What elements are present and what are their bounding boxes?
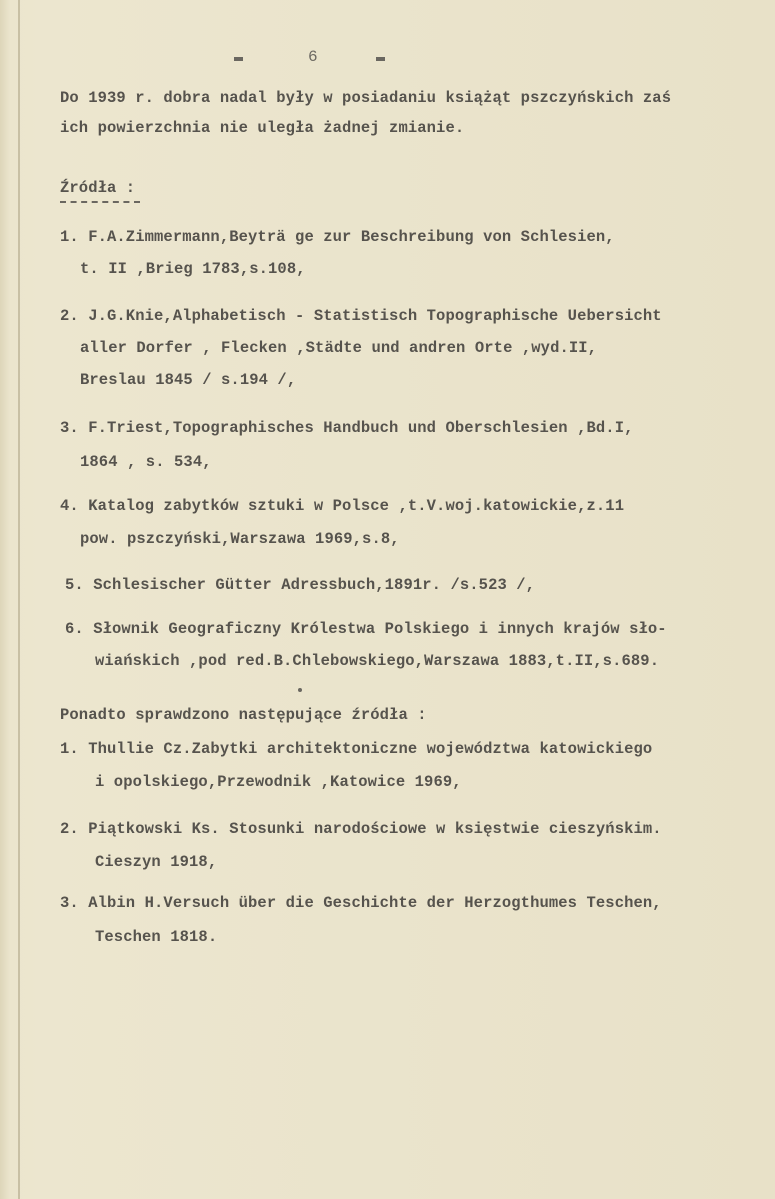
additional-2-line-1: 2. Piątkowski Ks. Stosunki narodościowe w księstwie cieszyńskim. [60,820,662,838]
source-1-line-1: 1. F.A.Zimmermann,Beyträ ge zur Beschreibung von Schlesien, [60,228,615,246]
source-6-line-2: wiańskich ,pod red.B.Chlebowskiego,Warszawa 1883,t.II,s.689. [95,652,660,670]
header-dash-right [376,57,385,61]
additional-1-line-1: 1. Thullie Cz.Zabytki architektoniczne województwa katowickiego [60,740,653,758]
sources-heading: Źródła : [60,179,136,197]
header-dash-left [234,57,243,61]
source-5-line-1: 5. Schlesischer Gütter Adressbuch,1891r. /s.523 /, [65,576,536,594]
source-2-line-3: Breslau 1845 / s.194 /, [80,371,297,389]
page-left-edge [18,0,20,1199]
additional-heading: Ponadto sprawdzono następujące źródła : [60,706,427,724]
additional-3-line-1: 3. Albin H.Versuch über die Geschichte der Herzogthumes Teschen, [60,894,662,912]
source-6-line-1: 6. Słownik Geograficzny Królestwa Polskiego i innych krajów sło- [65,620,667,638]
source-2-line-2: aller Dorfer , Flecken ,Städte und andren Orte ,wyd.II, [80,339,598,357]
intro-line-2: ich powierzchnia nie uległa żadnej zmianie. [60,119,465,137]
source-4-line-1: 4. Katalog zabytków sztuki w Polsce ,t.V.woj.katowickie,z.11 [60,497,625,515]
source-4-line-2: pow. pszczyński,Warszawa 1969,s.8, [80,530,400,548]
source-3-line-2: 1864 , s. 534, [80,453,212,471]
additional-3-line-2: Teschen 1818. [95,928,218,946]
source-1-line-2: t. II ,Brieg 1783,s.108, [80,260,306,278]
page-number: 6 [308,48,318,66]
sources-heading-underline [60,201,140,203]
stray-dot [298,688,302,692]
source-2-line-1: 2. J.G.Knie,Alphabetisch - Statistisch Topographische Uebersicht [60,307,662,325]
additional-2-line-2: Cieszyn 1918, [95,853,218,871]
intro-line-1: Do 1939 r. dobra nadal były w posiadaniu książąt pszczyńskich zaś [60,89,672,107]
additional-1-line-2: i opolskiego,Przewodnik ,Katowice 1969, [95,773,462,791]
source-3-line-1: 3. F.Triest,Topographisches Handbuch und Oberschlesien ,Bd.I, [60,419,634,437]
